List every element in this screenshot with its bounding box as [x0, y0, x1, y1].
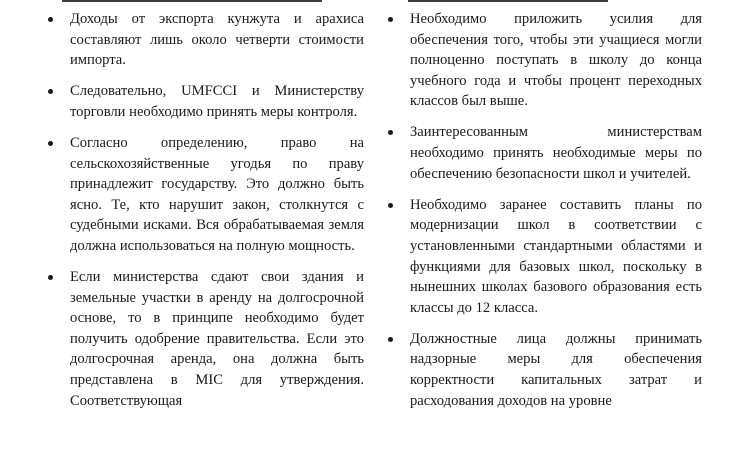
bullet-icon [388, 337, 393, 342]
list-item-text: Следовательно, UMFCCI и Министерству торговли необходимо принять меры контроля. [70, 83, 364, 120]
list-item-text: Доходы от экспорта кунжута и арахиса составляют лишь около четверти стоимости импорта. [70, 11, 364, 69]
list-item [384, 9, 702, 112]
bullet-icon [48, 141, 53, 146]
bullet-icon [388, 130, 393, 135]
bullet-icon [48, 275, 53, 280]
clipped-previous-line-left [62, 0, 322, 2]
list-item [384, 329, 702, 411]
clipped-previous-line-right [408, 0, 608, 2]
left-column [44, 9, 364, 422]
list-item-text: Должностные лица должны принимать надзорные меры для обеспечения корректности капитальных затрат и расходования доходов на уровне [410, 330, 702, 409]
list-item-text: Если министерства сдают свои здания и земельные участки в аренду на долгосрочной основе, то в принципе необходимо будет получить одобрение правительства. Если это долгосрочная аренда, она должна быть представлена в MIC для утверждения. Соответствующая [70, 269, 364, 409]
list-item [44, 267, 364, 411]
list-item-text: Необходимо заранее составить планы по модернизации школ в соответствии с установленными стандартными областями и функциями для базовых школ, поскольку в нынешних школах базового образования есть классы до 12 класса. [410, 196, 702, 316]
list-item [44, 9, 364, 71]
list-item [44, 81, 364, 122]
bullet-icon [48, 17, 53, 22]
list-item [44, 133, 364, 257]
bullet-icon [48, 89, 53, 94]
list-item-text: Необходимо приложить усилия для обеспечения того, чтобы эти учащиеся могли полноценно поступать в школу до конца учебного года и чтобы процент переходных классов был выше. [410, 11, 702, 110]
bullet-icon [388, 203, 393, 208]
right-column [384, 9, 702, 422]
list-item [384, 122, 702, 184]
bullet-icon [388, 17, 393, 22]
list-item-text: Согласно определению, право на сельскохозяйственные угодья по праву принадлежит государству. Это должно быть ясно. Те, кто нарушит закон, столкнутся с судебными исками. Вся обрабатываемая земля должна использоваться на полную мощность. [70, 134, 364, 254]
list-item [384, 195, 702, 319]
list-item-text: Заинтересованным министерствам необходимо принять необходимые меры по обеспечению безопасности школ и учителей. [410, 124, 702, 182]
